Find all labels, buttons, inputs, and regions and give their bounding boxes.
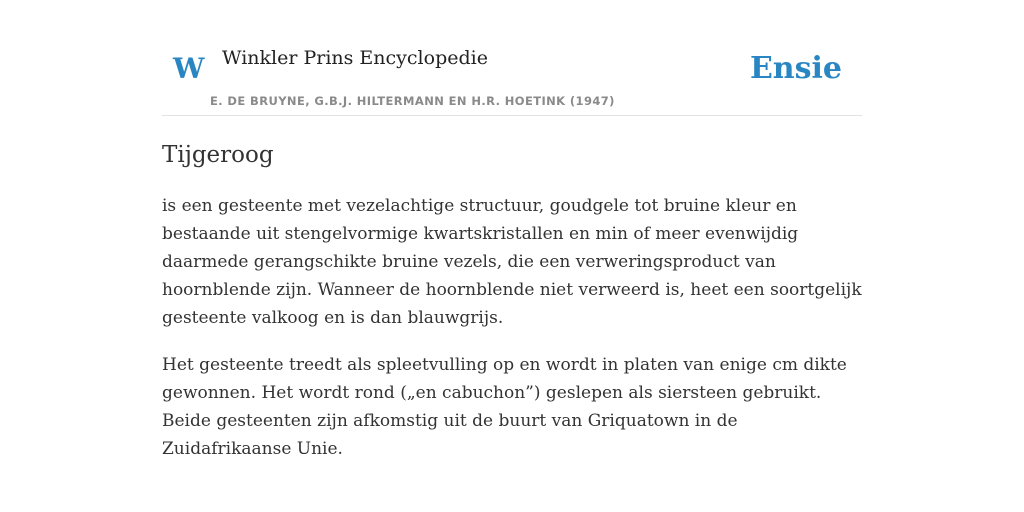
ensie-logo-link[interactable]: Ensie bbox=[749, 51, 842, 86]
article-paragraph-2: Het gesteente treedt als spleetvulling op en wordt in platen van enige cm dikte gewonnen. Het wordt rond („en cabuchon”) geslepen als siersteen gebruikt. Beide gesteenten zijn afkomstig uit de buurt van Griquatown in de Zuidafrikaanse Unie. bbox=[162, 355, 847, 459]
article-paragraph-1: is een gesteente met vezelachtige structuur, goudgele tot bruine kleur en bestaande uit stengelvormige kwartskristallen en min of meer evenwijdig daarmede gerangschikte bruine vezels, die een verweringsproduct van hoornblende zijn. Wanneer de hoornblende niet verweerd is, heet een soortgelijk gesteente valkoog en is dan blauwgrijs. bbox=[162, 196, 862, 328]
page-container bbox=[162, 0, 862, 459]
source-title-link[interactable]: Winkler Prins Encyclopedie bbox=[222, 47, 488, 69]
source-logo-icon[interactable]: W bbox=[173, 52, 205, 85]
source-authors: E. DE BRUYNE, G.B.J. HILTERMANN EN H.R. HOETINK (1947) bbox=[210, 94, 615, 108]
header bbox=[162, 0, 862, 116]
article-title: Tijgeroog bbox=[162, 142, 274, 168]
